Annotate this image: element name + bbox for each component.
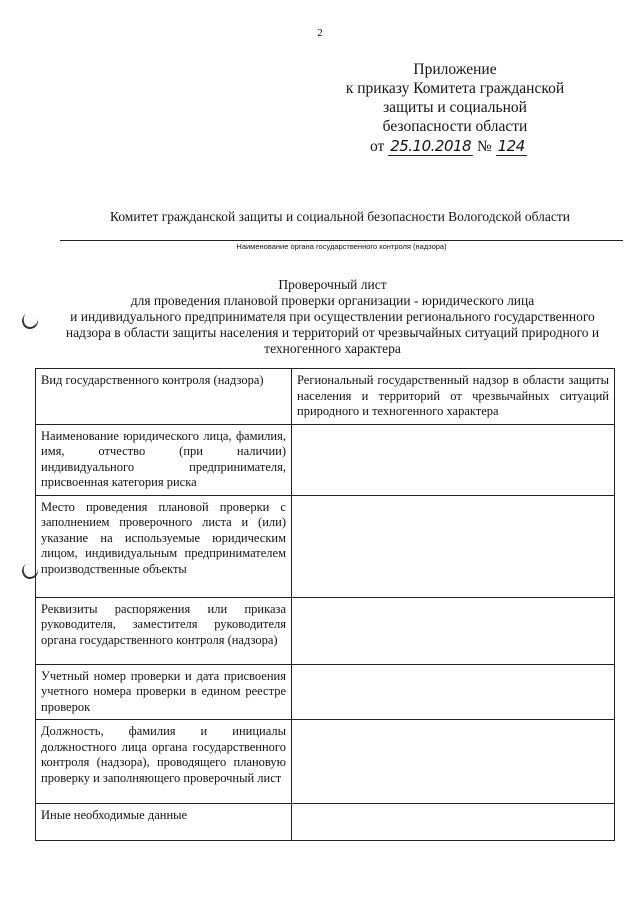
document-title <box>40 277 625 357</box>
order-number: 124 <box>497 137 525 155</box>
row-value: Региональный государственный надзор в области защиты населения и территорий от чрезвычайных ситуаций природного и техногенного характера <box>292 369 615 425</box>
agency-underline <box>60 240 623 241</box>
title-line: и индивидуального предпринимателя при осуществлении регионального государственного <box>70 309 595 324</box>
punch-hole-mark <box>20 311 41 332</box>
order-date: 25.10.2018 <box>390 137 472 155</box>
row-label: Иные необходимые данные <box>36 804 292 841</box>
row-label: Вид государственного контроля (надзора) <box>36 369 292 425</box>
table-row <box>36 495 615 597</box>
appendix-line: безопасности области <box>382 118 528 135</box>
table-row <box>36 597 615 664</box>
table-row <box>36 804 615 841</box>
table-row <box>36 720 615 804</box>
order-date-number <box>370 137 590 156</box>
appendix-line: к приказу Комитета гражданской <box>345 80 565 97</box>
title-line: техногенного характера <box>264 341 401 356</box>
row-value[interactable] <box>292 597 615 664</box>
title-line: Проверочный лист <box>278 277 387 292</box>
row-value[interactable] <box>292 664 615 720</box>
table-row <box>36 369 615 425</box>
agency-caption: Наименование органа государственного контроля (надзора) <box>236 242 447 251</box>
appendix-line: Приложение <box>413 61 497 78</box>
page-number: 2 <box>317 27 323 39</box>
row-value[interactable] <box>292 495 615 597</box>
row-value[interactable] <box>292 424 615 495</box>
row-label: Должность, фамилия и инициалы должностного лица органа государственного контроля (надзора), проводящего плановую проверку и заполняющего проверочный лист <box>36 720 292 804</box>
agency-name: Комитет гражданской защиты и социальной безопасности Вологодской области <box>109 209 571 224</box>
number-prefix: № <box>476 138 492 155</box>
row-label: Реквизиты распоряжения или приказа руководителя, заместителя руководителя органа государственного контроля (надзора) <box>36 597 292 664</box>
appendix-header <box>330 60 580 136</box>
table-row <box>36 664 615 720</box>
row-label: Наименование юридического лица, фамилия, имя, отчество (при наличии) индивидуального предпринимателя, присвоенная категория риска <box>36 424 292 495</box>
table-row <box>36 424 615 495</box>
title-line: надзора в области защиты населения и территорий от чрезвычайных ситуаций природного и <box>65 325 600 340</box>
title-line: для проведения плановой проверки организации - юридического лица <box>130 293 535 308</box>
date-prefix: от <box>370 138 385 155</box>
row-label: Учетный номер проверки и дата присвоения учетного номера проверки в едином реестре проверок <box>36 664 292 720</box>
row-value[interactable] <box>292 804 615 841</box>
row-value[interactable] <box>292 720 615 804</box>
row-label: Место проведения плановой проверки с заполнением проверочного листа и (или) указание на используемые юридическим лицом, индивидуальным предпринимателем производственные объекты <box>36 495 292 597</box>
checklist-table <box>35 368 615 830</box>
appendix-line: защиты и социальной <box>383 99 527 116</box>
